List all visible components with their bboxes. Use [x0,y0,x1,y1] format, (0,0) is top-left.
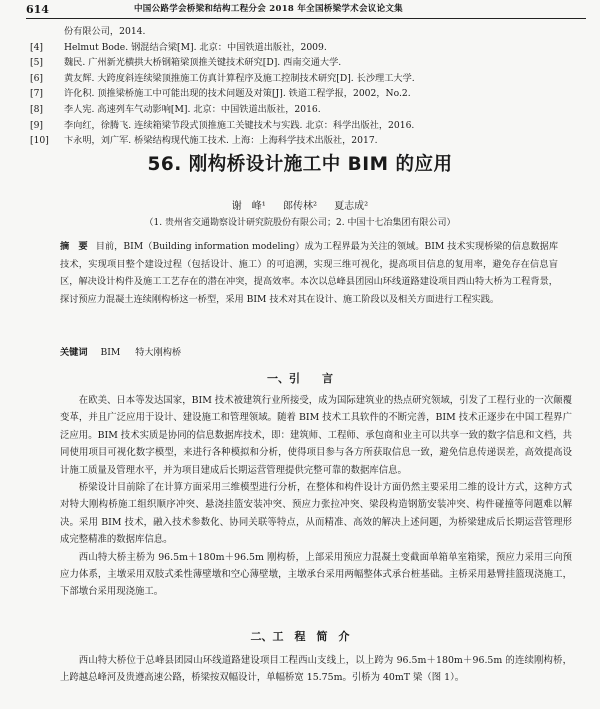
author-affiliation: （1. 贵州省交通勘察设计研究院股份有限公司；2. 中国十七冶集团有限公司） [144,218,456,228]
paragraph: 西山特大桥位于总峰县团园山环线道路建设项目工程西山支线上，以上跨为 96.5m＋180m＋96.5m 的连续刚构桥，上跨越总峰河及贵遵高速公路，桥梁按双幅设计，单幅桥宽 15.75m。引桥为 40mT 梁（图 1）。 [60,655,572,684]
paragraph: 西山特大桥主桥为 96.5m＋180m＋96.5m 刚构桥，上部采用预应力混凝土变截面单箱单室箱梁，预应力采用三向预应力体系，主墩采用双肢式柔性薄壁墩和空心薄壁墩，主墩承台采用两幅整体式承台桩基础。主桥采用悬臂挂篮现浇施工，下部墩台采用现浇施工。 [60,551,572,598]
page-header [26,2,586,19]
section-heading-introduction: 一、引 言 [267,372,333,385]
author-list [0,197,600,212]
abstract-label: 摘 要 [60,241,88,252]
page-number: 614 [26,3,49,16]
paragraph: 在欧美、日本等发达国家，BIM 技术被建筑行业所接受，成为国际建筑业的热点研究领域，引发了工程行业的一次颠覆变革，并且广泛应用于设计、建设施工和管理领域。随着 BIM 技术工具软件的不断完善，BIM 技术正逐步在中国工程界广泛应用。BIM 技术实质是协同的信息数据库技术，即：建筑师、工程师、承包商和业主可以共享一致的数字信息和文档，共同使用项目可视化数字模型，来进行各种模拟和分析，使得项目参与各方所获取信息一致，避免信息传递误差，高效提高设计施工质量及管理水平，并为项目建成后长期运营管理提供完整可靠的数据库信息。 [60,395,572,476]
running-title: 中国公路学会桥梁和结构工程分会 2018 年全国桥梁学术会议论文集 [134,4,403,14]
keyword: 特大刚构桥 [135,347,182,358]
author-name: 郎传林² [282,201,317,212]
reference-item: [6] 黄友辉. 大跨度斜连续梁顶推施工仿真计算程序及施工控制技术研究[D]. 长沙理工大学. [30,72,415,84]
reference-item: [7] 许化积. 顶推梁桥施工中可能出现的技术问题及对策[J]. 铁道工程学报，2002，No.2. [30,88,411,100]
keywords-label: 关键词 [60,347,88,358]
section-body-introduction [60,392,572,601]
article-title: 56. 刚构桥设计施工中 BIM 的应用 [147,154,453,175]
reference-item: 份有限公司，2014. [64,26,146,37]
reference-item: [8] 李人宪. 高速列车气动影响[M]. 北京：中国铁道出版社，2016. [30,103,321,115]
abstract [60,238,558,308]
reference-item: [9] 李向红，徐腾飞. 连续箱梁节段式顶推施工关键技术与实践. 北京：科学出版社，2016. [30,119,415,131]
abstract-text: 目前，BIM（Building information modeling）成为工程界最为关注的领域。BIM 技术实现桥梁的信息数据库技术，实现项目整个建设过程（包括设计、施工）的可追溯，实现三维可视化，提高项目信息的复用率，避免存在信息盲区，解决设计构件及施工工艺存在的潜在冲突，提高效率。本次以总峰县团园山环线道路建设项目西山特大桥为工程背景，探讨预应力混凝土连续刚构桥这一桥型，采用 BIM 技术对其在设计、施工阶段以及相关方面进行工程实践。 [60,241,559,305]
section-body-project-overview [60,652,572,687]
paragraph: 桥梁设计目前除了在计算方面采用三维模型进行分析，在整体和构件设计方面仍然主要采用二维的设计方式，这种方式对特大刚构桥施工组织顺序冲突、悬浇挂篮安装冲突、预应力张拉冲突、梁段构造钢筋安装冲突、构件碰撞等问题难以解决。采用 BIM 技术，融入技术参数化、协同关联等特点，从而精准、高效的解决上述问题，为桥梁建成后长期运营管理形成完整精准的数据库信息。 [60,482,572,546]
reference-item: [5] 魏民. 广州新光横拱大桥钢箱梁顶推关键技术研究[D]. 西南交通大学. [30,57,342,69]
keyword: BIM [100,347,121,358]
reference-list [30,24,586,149]
section-heading-project-overview: 二、工 程 简 介 [250,630,350,643]
author-name: 谢 峰¹ [231,201,266,212]
keywords [60,344,558,358]
author-name: 夏志成² [334,201,369,212]
reference-item: [4] Helmut Bode. 钢混结合梁[M]. 北京：中国铁道出版社，2009. [30,41,327,53]
reference-item: [10] 卞永明，刘广军. 桥梁结构现代施工技术. 上海：上海科学技术出版社，2017. [30,135,378,147]
